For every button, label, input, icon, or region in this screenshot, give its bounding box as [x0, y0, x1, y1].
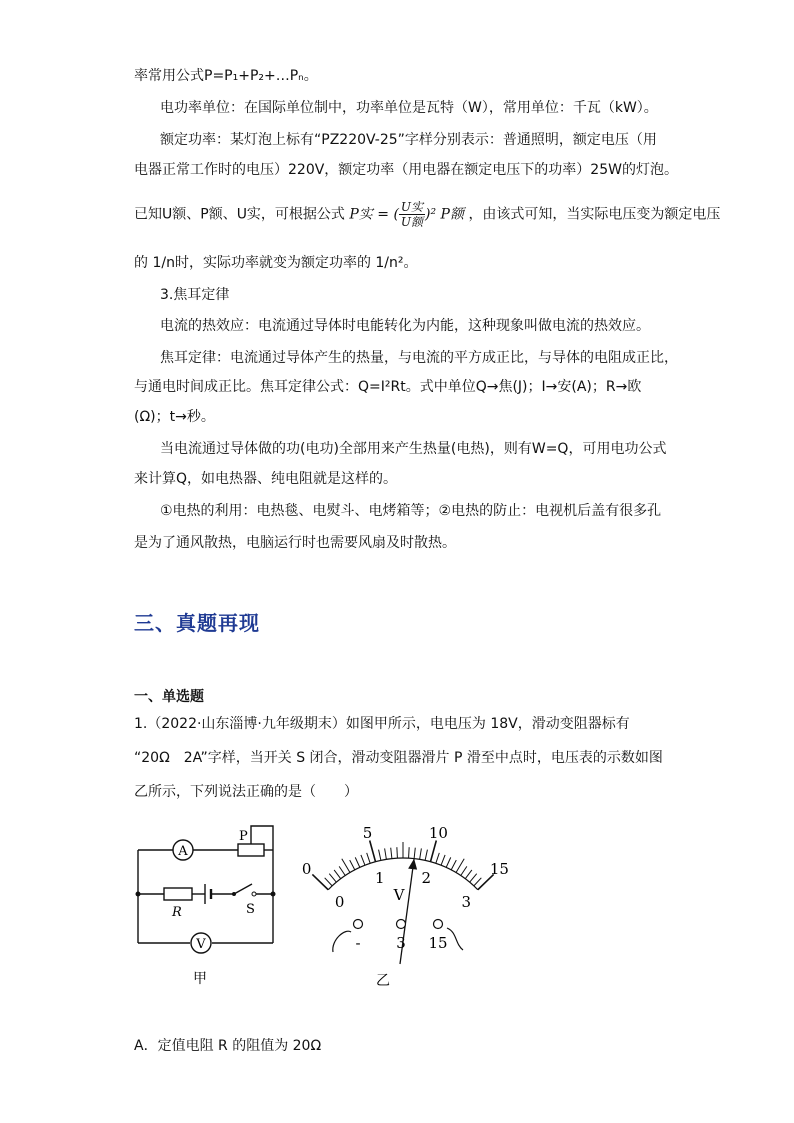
- dial-inner-label: 0: [334, 892, 345, 911]
- dial-tick: [414, 848, 415, 859]
- text-line: 来计算Q，如电热器、纯电阻就是这样的。: [134, 471, 398, 487]
- option-a[interactable]: A．定值电阻 R 的阻值为 20Ω: [134, 1038, 322, 1054]
- dial-tick: [470, 874, 477, 882]
- text-line: 电器正常工作时的电压）220V，额定功率（用电器在额定电压下的功率）25W的灯泡。: [134, 162, 678, 178]
- formula-line: [134, 200, 720, 229]
- section-title: 三、真题再现: [134, 611, 260, 635]
- text-line: ，由该式可知，当实际电压变为额定电压: [468, 206, 721, 223]
- terminal-label: -: [355, 934, 361, 952]
- formula-numerator: U实: [400, 200, 424, 214]
- dial-tick: [342, 859, 350, 873]
- dial-inner-label: 2: [421, 869, 432, 888]
- text-line: 当电流通过导体做的功(电功)全部用来产生热量(电热)，则有W=Q，可用电功公式: [160, 441, 667, 457]
- figure-caption: 乙: [376, 973, 390, 989]
- formula-denominator: U额: [400, 215, 424, 229]
- dial-tick: [397, 847, 398, 858]
- heading-joule-law: 3.焦耳定律: [160, 287, 230, 303]
- wire-curl: [333, 931, 351, 952]
- terminal-icon: [434, 920, 443, 929]
- dial-tick: [379, 850, 381, 861]
- dial-tick: [431, 840, 437, 861]
- question-stem: “20Ω 2A”字样，当开关 S 闭合，滑动变阻器滑片 P 滑至中点时，电压表的示数如图: [134, 750, 663, 766]
- question-stem: 1.（2022·山东淄博·九年级期末）如图甲所示，电电压为 18V，滑动变阻器标有: [134, 716, 630, 732]
- ammeter-icon: [173, 840, 193, 860]
- dial-tick: [367, 853, 370, 863]
- dial-outer-label: 5: [362, 823, 373, 842]
- voltmeter-dial: [290, 812, 520, 992]
- dial-tick: [446, 857, 451, 867]
- text-line: (Ω)；t→秒。: [134, 409, 215, 425]
- dial-tick: [329, 874, 336, 882]
- slider-label: P: [239, 829, 248, 844]
- resistor-label: R: [172, 905, 182, 920]
- dial-unit: V: [393, 886, 405, 904]
- dial-tick: [325, 878, 332, 886]
- dial-tick: [451, 860, 456, 870]
- dial-tick: [350, 860, 355, 870]
- text-line: 率常用公式P=P₁+P₂+…Pₙ。: [134, 68, 318, 84]
- dial-tick: [385, 848, 387, 859]
- dial-inner-label: 1: [374, 869, 385, 888]
- dial-tick: [339, 866, 345, 875]
- question-stem: 乙所示，下列说法正确的是（ ）: [134, 784, 358, 800]
- switch-label: S: [246, 902, 255, 917]
- dial-tick: [409, 847, 410, 858]
- dial-tick: [391, 848, 392, 859]
- dial-tick: [355, 857, 360, 867]
- dial-tick: [361, 855, 365, 865]
- svg-text:A: A: [178, 844, 188, 859]
- terminal-icon: [397, 920, 406, 929]
- dial-outer-label: 0: [301, 859, 312, 878]
- figure-caption: 甲: [193, 971, 207, 987]
- voltmeter-icon: [191, 933, 211, 953]
- terminal-icon: [354, 920, 363, 929]
- text-line: ①电热的利用：电热毯、电熨斗、电烤箱等；②电热的防止：电视机后盖有很多孔: [160, 503, 662, 519]
- dial-tick: [456, 859, 464, 873]
- dial-tick: [461, 866, 467, 875]
- dial-tick: [334, 870, 341, 879]
- dial-tick: [370, 840, 376, 861]
- terminal-label: 3: [396, 934, 406, 952]
- text-line: 额定功率：某灯泡上标有“PZ220V-25”字样分别表示：普通照明，额定电压（用: [160, 132, 657, 148]
- text-line: 与通电时间成正比。焦耳定律公式：Q=I²Rt。式中单位Q→焦(J)；I→安(A)；R→欧: [134, 379, 642, 395]
- text-line: 电流的热效应：电流通过导体时电能转化为内能，这种现象叫做电流的热效应。: [160, 318, 650, 334]
- formula-fraction: [399, 200, 425, 229]
- subsection-title: 一、单选题: [134, 689, 204, 705]
- circuit-diagram: [130, 818, 290, 988]
- dial-tick: [425, 850, 427, 861]
- dial-tick: [465, 870, 472, 879]
- formula-lhs: P实 = (: [349, 206, 399, 223]
- dial-tick: [312, 874, 328, 889]
- dial-tick: [441, 855, 445, 865]
- dial-tick: [436, 853, 439, 863]
- dial-outer-label: 15: [489, 859, 509, 878]
- terminal-label: 15: [428, 934, 448, 952]
- text-line: 电功率单位：在国际单位制中，功率单位是瓦特（W），常用单位：千瓦（kW）。: [160, 100, 658, 116]
- dial-tick: [474, 878, 481, 886]
- text-line: 焦耳定律：电流通过导体产生的热量，与电流的平方成正比，与导体的电阻成正比，: [160, 350, 678, 366]
- wire-curl: [447, 928, 463, 950]
- text-line: 已知U额、P额、U实，可根据公式: [134, 206, 345, 223]
- dial-tick: [420, 848, 422, 859]
- text-line: 的 1/n时，实际功率就变为额定功率的 1/n²。: [134, 255, 418, 271]
- dial-outer-label: 10: [428, 823, 448, 842]
- svg-text:V: V: [196, 937, 206, 952]
- text-line: 是为了通风散热，电脑运行时也需要风扇及时散热。: [134, 535, 456, 551]
- formula-rhs: )² P额: [425, 206, 464, 223]
- dial-inner-label: 3: [461, 892, 472, 911]
- needle-tip: [408, 859, 417, 870]
